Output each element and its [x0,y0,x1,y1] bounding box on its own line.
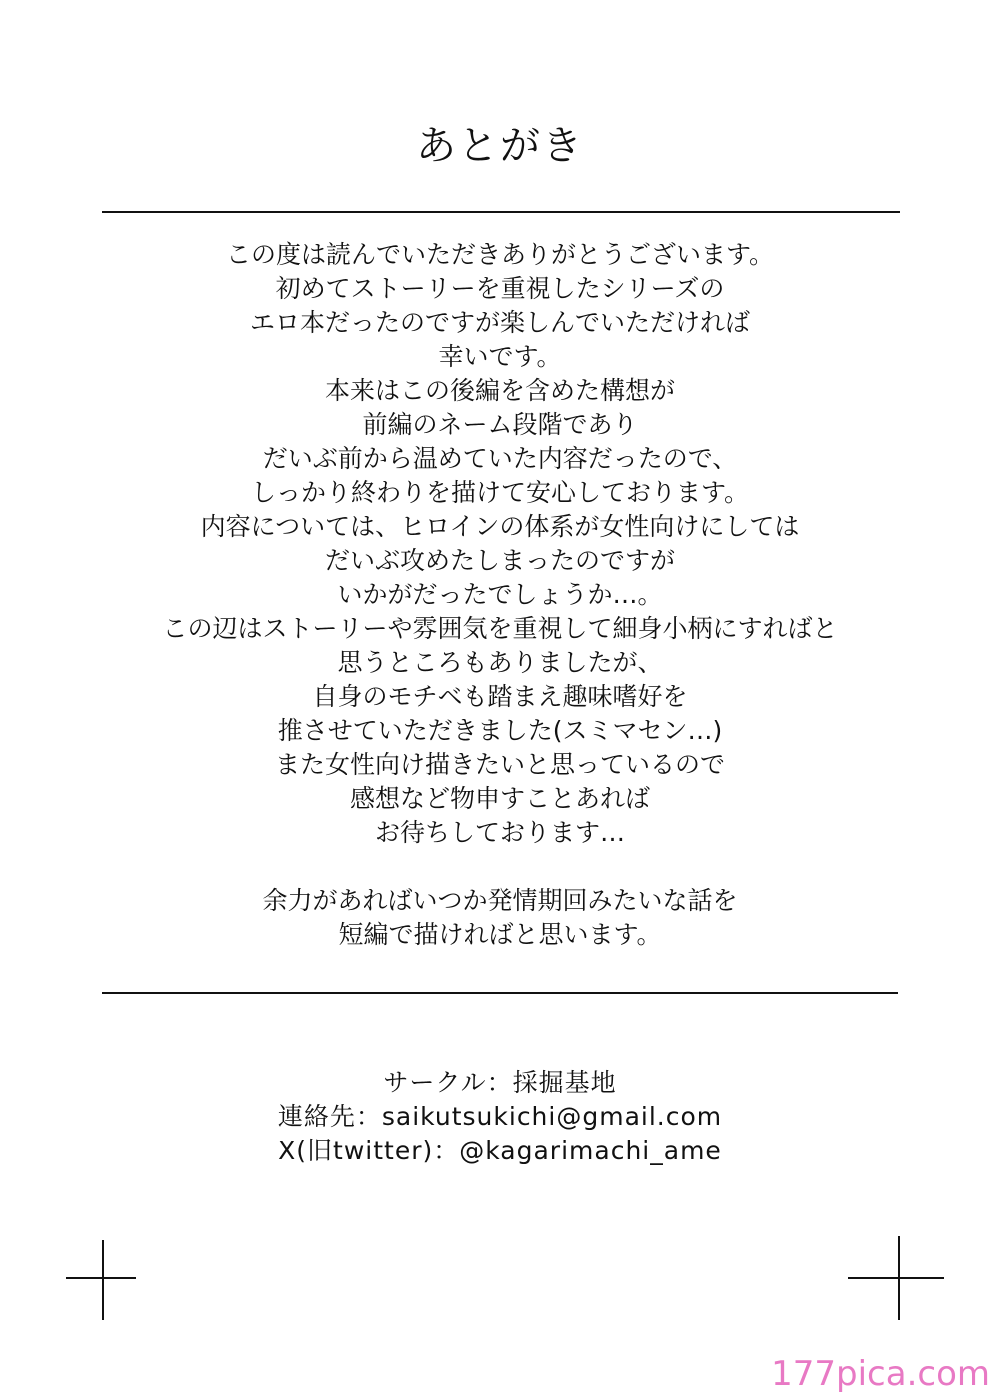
crop-mark-left-horizontal [66,1277,136,1279]
crop-mark-left-vertical [102,1240,104,1320]
body-line: しっかり終わりを描けて安心しております。 [250,478,749,507]
body-line: エロ本だったのですが楽しんでいただければ [249,308,750,337]
body-line: だいぶ前から温めていた内容だったので、 [262,444,738,473]
page-title: あとがき [416,123,584,169]
body-line: 思うところもありましたが、 [337,648,663,677]
body-line: この度は読んでいただきありがとうございます。 [225,240,774,269]
body-line: 感想など物申すことあれば [349,784,650,813]
body-line: この辺はストーリーや雰囲気を重視して細身小柄にすればと [162,614,838,643]
circle-name: サークル：採掘基地 [383,1068,617,1097]
watermark: 177pica.com [771,1354,990,1394]
body-line: 初めてストーリーを重視したシリーズの [275,274,725,303]
afterword-body [0,238,1000,952]
paragraph-gap [0,850,1000,884]
body-line: 前編のネーム段階であり [362,410,638,439]
bottom-divider [102,992,898,994]
circle-info [0,1066,1000,1168]
body-line: だいぶ攻めたしまったのですが [324,546,675,575]
top-divider [102,211,900,213]
crop-mark-right-vertical [898,1236,900,1320]
body-line: 本来はこの後編を含めた構想が [324,376,675,405]
closing-line: 余力があればいつか発情期回みたいな話を [262,886,738,915]
contact-email: 連絡先：saikutsukichi@gmail.com [277,1102,723,1131]
closing-line: 短編で描ければと思います。 [338,920,662,949]
twitter-handle: X(旧twitter)：@kagarimachi_ame [278,1136,722,1165]
body-line: 内容については、ヒロインの体系が女性向けにしては [200,512,800,541]
body-line: 幸いです。 [438,342,562,371]
body-line: お待ちしております… [374,818,625,847]
body-line: 自身のモチベも踏まえ趣味嗜好を [312,682,688,711]
body-line: 推させていただきました(スミマセン…) [277,716,723,745]
body-line: また女性向け描きたいと思っているので [274,750,725,779]
crop-mark-right-horizontal [848,1277,944,1279]
body-line: いかがだったでしょうか…。 [337,580,663,609]
